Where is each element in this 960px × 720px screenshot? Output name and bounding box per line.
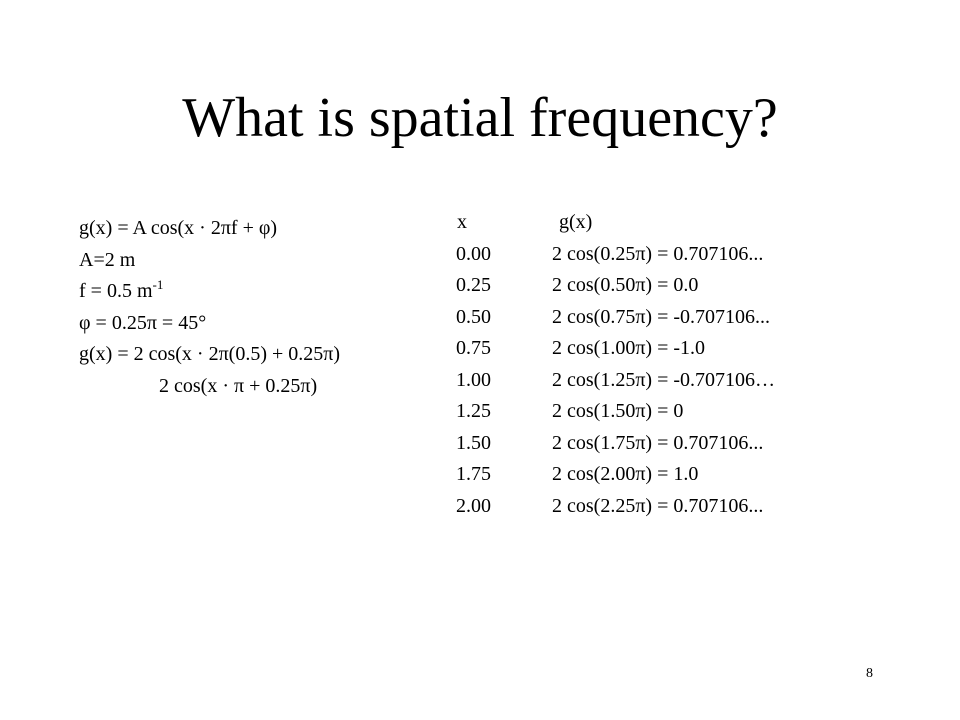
table-cell-x: 1.00 <box>456 368 491 391</box>
table-cell-gx: 2 cos(0.50π) = 0.0 <box>552 274 699 296</box>
table-cell-x: 1.50 <box>456 431 491 454</box>
table-cell-x: 1.25 <box>456 400 491 422</box>
table-header <box>456 207 889 239</box>
table-cell-gx: 2 cos(0.25π) = 0.707106... <box>552 242 764 265</box>
table-row <box>456 459 889 491</box>
formula-definitions <box>79 213 340 402</box>
frequency-text: f = 0.5 m <box>79 280 153 302</box>
table-cell-x: 0.50 <box>456 305 491 328</box>
table-row <box>456 302 889 334</box>
formula-substituted <box>79 339 340 371</box>
table-row <box>456 270 889 302</box>
frequency-exponent: -1 <box>152 277 164 292</box>
formula-simplified <box>79 371 340 403</box>
formula-substituted-text: g(x) = 2 cos(x · 2π(0.5) + 0.25π) <box>79 343 341 365</box>
amplitude-text: A=2 m <box>79 248 136 271</box>
column-header-x: x <box>457 211 467 233</box>
phase-text: φ = 0.25π = 45° <box>79 311 207 334</box>
table-cell-x: 0.25 <box>456 274 491 296</box>
formula-general-text: g(x) = A cos(x · 2πf + φ) <box>79 217 278 239</box>
table-row <box>456 365 889 397</box>
table-cell-gx: 2 cos(1.50π) = 0 <box>552 400 684 422</box>
values-table <box>456 207 889 522</box>
column-header-gx: g(x) <box>559 211 593 233</box>
page-number: 8 <box>866 666 873 681</box>
table-cell-x: 2.00 <box>456 494 491 517</box>
table-cell-x: 0.00 <box>456 242 491 265</box>
table-row <box>456 333 889 365</box>
formula-general <box>79 213 340 245</box>
table-cell-x: 0.75 <box>456 337 491 359</box>
table-row <box>456 491 889 523</box>
table-cell-x: 1.75 <box>456 463 491 485</box>
phase-definition <box>79 308 340 340</box>
amplitude-definition <box>79 245 340 277</box>
table-cell-gx: 2 cos(2.00π) = 1.0 <box>552 463 699 485</box>
frequency-definition <box>79 276 340 308</box>
table-row <box>456 396 889 428</box>
table-row <box>456 428 889 460</box>
table-cell-gx: 2 cos(1.25π) = -0.707106… <box>552 368 776 391</box>
table-cell-gx: 2 cos(2.25π) = 0.707106... <box>552 494 764 517</box>
table-cell-gx: 2 cos(0.75π) = -0.707106... <box>552 305 771 328</box>
formula-simplified-text: 2 cos(x · π + 0.25π) <box>159 374 318 397</box>
table-cell-gx: 2 cos(1.75π) = 0.707106... <box>552 431 764 454</box>
slide-title: What is spatial frequency? <box>182 87 778 149</box>
table-cell-gx: 2 cos(1.00π) = -1.0 <box>552 337 706 359</box>
table-row <box>456 239 889 271</box>
